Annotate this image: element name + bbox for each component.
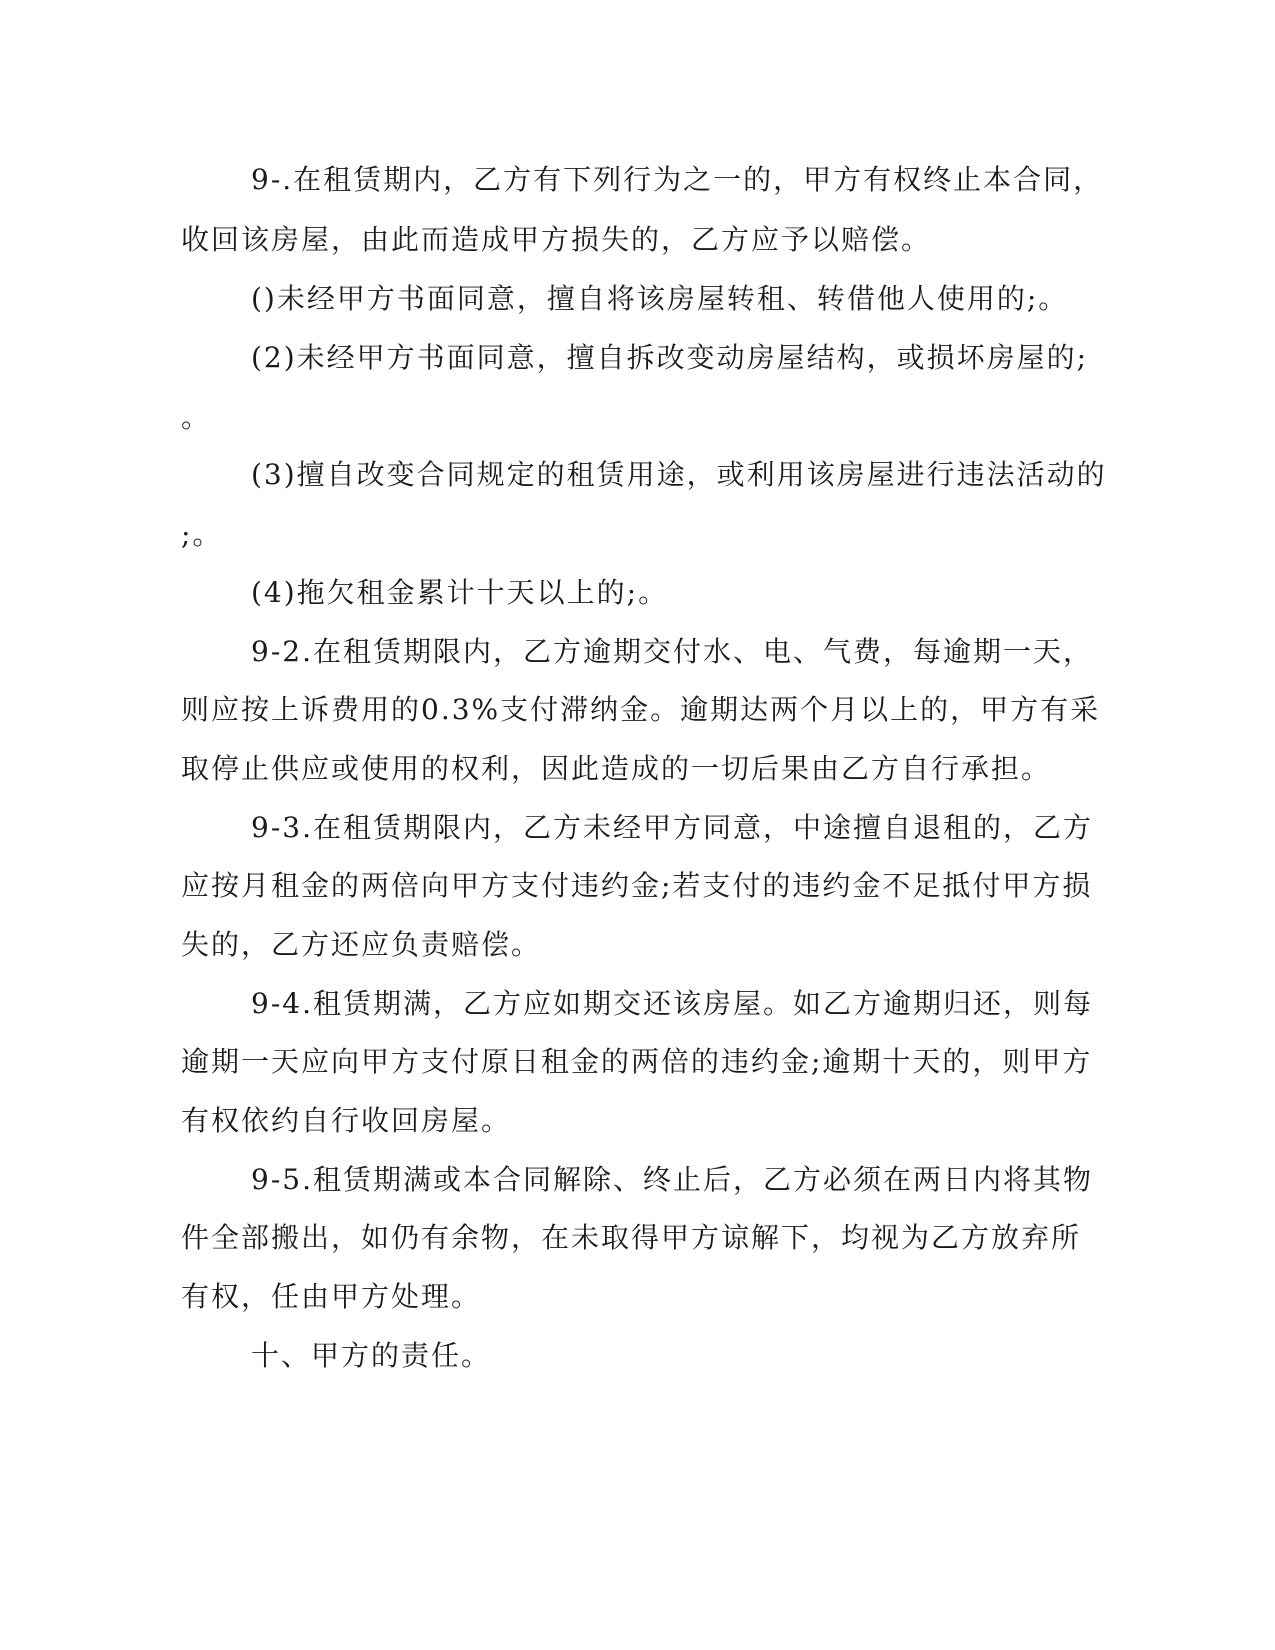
clause-9-2-line-3: 取停止供应或使用的权利，因此造成的一切后果由乙方自行承担。 (181, 752, 1052, 785)
clause-9-1-item-2-tail: 。 (181, 401, 212, 434)
clause-9-5-line-1: 9-5.租赁期满或本合同解除、终止后，乙方必须在两日内将其物 (251, 1163, 1093, 1196)
clause-9-4-line-1: 9-4.租赁期满，乙方应如期交还该房屋。如乙方逾期归还，则每 (251, 987, 1093, 1020)
clause-9-5-line-3: 有权，任由甲方处理。 (181, 1280, 482, 1313)
clause-9-1-item-1: ()未经甲方书面同意，擅自将该房屋转租、转借他人使用的;。 (251, 282, 1069, 315)
clause-9-1-line-1: 9-.在租赁期内，乙方有下列行为之一的，甲方有权终止本合同， (251, 163, 1104, 196)
clause-9-2-line-1: 9-2.在租赁期限内，乙方逾期交付水、电、气费，每逾期一天， (251, 635, 1093, 668)
clause-9-2-line-2: 则应按上诉费用的0.3%支付滞纳金。逾期达两个月以上的，甲方有采 (181, 693, 1101, 726)
clause-9-1-line-2: 收回该房屋，由此而造成甲方损失的，乙方应予以赔偿。 (181, 223, 932, 256)
section-10-heading: 十、甲方的责任。 (251, 1339, 492, 1372)
clause-9-1-item-3-tail: ;。 (181, 518, 223, 551)
clause-9-3-line-1: 9-3.在租赁期限内，乙方未经甲方同意，中途擅自退租的，乙方 (251, 811, 1093, 844)
clause-9-5-line-2: 件全部搬出，如仍有余物，在未取得甲方谅解下，均视为乙方放弃所 (181, 1221, 1082, 1254)
clause-9-4-line-3: 有权依约自行收回房屋。 (181, 1104, 512, 1137)
clause-9-1-item-3: (3)擅自改变合同规定的租赁用途，或利用该房屋进行违法活动的 (251, 458, 1107, 491)
clause-9-1-item-2: (2)未经甲方书面同意，擅自拆改变动房屋结构，或损坏房屋的; (251, 341, 1089, 374)
clause-9-4-line-2: 逾期一天应向甲方支付原日租金的两倍的违约金;逾期十天的，则甲方 (181, 1045, 1093, 1078)
clause-9-3-line-3: 失的，乙方还应负责赔偿。 (181, 928, 542, 961)
clause-9-3-line-2: 应按月租金的两倍向甲方支付违约金;若支付的违约金不足抵付甲方损 (181, 869, 1093, 902)
clause-9-1-item-4: (4)拖欠租金累计十天以上的;。 (251, 576, 669, 609)
